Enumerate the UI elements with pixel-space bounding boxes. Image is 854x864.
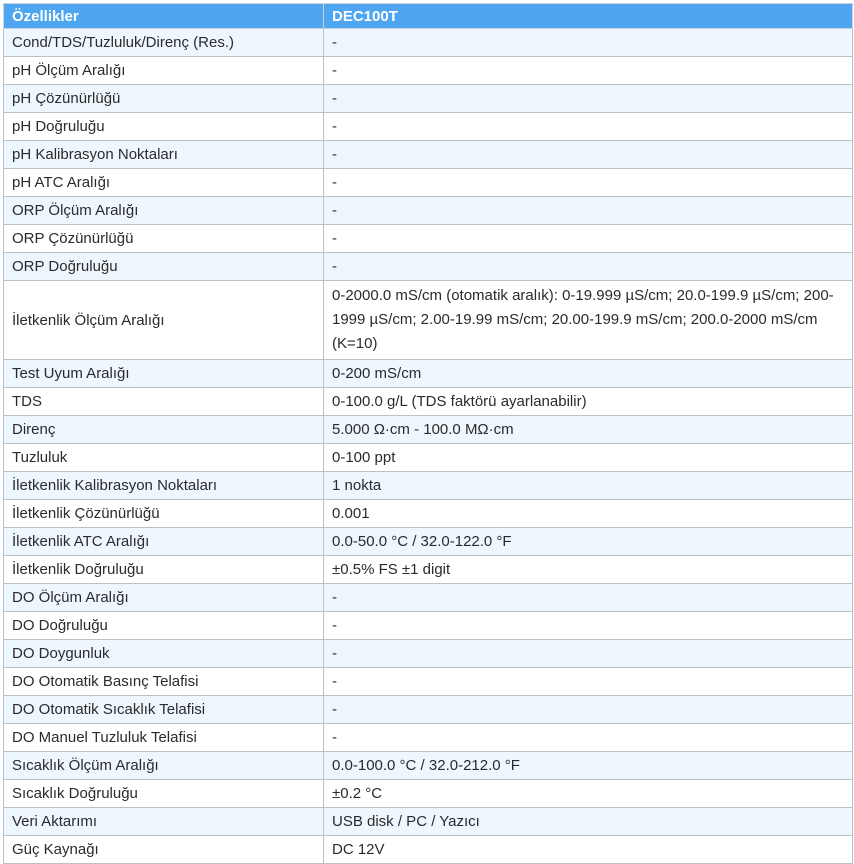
spec-value: DC 12V: [324, 836, 853, 864]
table-row: [4, 724, 853, 752]
spec-label: İletkenlik Çözünürlüğü: [4, 500, 324, 528]
spec-label: Sıcaklık Doğruluğu: [4, 780, 324, 808]
table-row: [4, 668, 853, 696]
spec-value: 0-2000.0 mS/cm (otomatik aralık): 0-19.999 µS/cm; 20.0-199.9 µS/cm; 200-1999 µS/cm; 2.00-19.99 mS/cm; 20.00-199.9 mS/cm; 200.0-2000 mS/cm (K=10): [324, 281, 853, 360]
spec-value: -: [324, 113, 853, 141]
table-row: [4, 85, 853, 113]
spec-label: DO Otomatik Sıcaklık Telafisi: [4, 696, 324, 724]
table-row: [4, 640, 853, 668]
spec-label: Test Uyum Aralığı: [4, 360, 324, 388]
table-row: [4, 197, 853, 225]
spec-label: pH ATC Aralığı: [4, 169, 324, 197]
spec-label: İletkenlik Ölçüm Aralığı: [4, 281, 324, 360]
spec-value: -: [324, 197, 853, 225]
spec-label: İletkenlik ATC Aralığı: [4, 528, 324, 556]
spec-label: Veri Aktarımı: [4, 808, 324, 836]
spec-label: pH Doğruluğu: [4, 113, 324, 141]
spec-label: ORP Ölçüm Aralığı: [4, 197, 324, 225]
header-features: Özellikler: [4, 4, 324, 29]
spec-label: DO Otomatik Basınç Telafisi: [4, 668, 324, 696]
table-row: [4, 836, 853, 864]
spec-label: Sıcaklık Ölçüm Aralığı: [4, 752, 324, 780]
spec-label: TDS: [4, 388, 324, 416]
spec-label: DO Ölçüm Aralığı: [4, 584, 324, 612]
table-row: [4, 29, 853, 57]
spec-value: -: [324, 724, 853, 752]
spec-value: -: [324, 584, 853, 612]
spec-label: DO Doygunluk: [4, 640, 324, 668]
table-row: [4, 444, 853, 472]
spec-value: 0-200 mS/cm: [324, 360, 853, 388]
spec-value: -: [324, 169, 853, 197]
table-row: [4, 360, 853, 388]
spec-value: 0.001: [324, 500, 853, 528]
table-row: [4, 141, 853, 169]
table-row: [4, 528, 853, 556]
table-row: [4, 780, 853, 808]
spec-label: İletkenlik Kalibrasyon Noktaları: [4, 472, 324, 500]
table-row: [4, 612, 853, 640]
spec-label: ORP Çözünürlüğü: [4, 225, 324, 253]
spec-label: Tuzluluk: [4, 444, 324, 472]
spec-value: -: [324, 141, 853, 169]
table-row: [4, 113, 853, 141]
table-row: [4, 584, 853, 612]
table-row: [4, 281, 853, 360]
spec-value: -: [324, 85, 853, 113]
spec-label: pH Ölçüm Aralığı: [4, 57, 324, 85]
spec-value: -: [324, 612, 853, 640]
spec-value: -: [324, 696, 853, 724]
specifications-table: [3, 3, 853, 864]
spec-value: -: [324, 668, 853, 696]
spec-value: 0.0-100.0 °C / 32.0-212.0 °F: [324, 752, 853, 780]
spec-value: 1 nokta: [324, 472, 853, 500]
spec-label: İletkenlik Doğruluğu: [4, 556, 324, 584]
spec-label: Cond/TDS/Tuzluluk/Direnç (Res.): [4, 29, 324, 57]
table-row: [4, 388, 853, 416]
spec-value: -: [324, 640, 853, 668]
table-row: [4, 808, 853, 836]
spec-value: ±0.5% FS ±1 digit: [324, 556, 853, 584]
spec-label: Güç Kaynağı: [4, 836, 324, 864]
table-row: [4, 225, 853, 253]
spec-value: -: [324, 29, 853, 57]
spec-value: -: [324, 253, 853, 281]
spec-value: 5.000 Ω·cm - 100.0 MΩ·cm: [324, 416, 853, 444]
table-row: [4, 169, 853, 197]
table-row: [4, 253, 853, 281]
spec-label: DO Manuel Tuzluluk Telafisi: [4, 724, 324, 752]
table-row: [4, 472, 853, 500]
spec-value: ±0.2 °C: [324, 780, 853, 808]
spec-label: DO Doğruluğu: [4, 612, 324, 640]
header-model: DEC100T: [324, 4, 853, 29]
table-header-row: [4, 4, 853, 29]
spec-value: -: [324, 57, 853, 85]
spec-value: 0-100 ppt: [324, 444, 853, 472]
spec-label: ORP Doğruluğu: [4, 253, 324, 281]
spec-label: Direnç: [4, 416, 324, 444]
spec-value: 0.0-50.0 °C / 32.0-122.0 °F: [324, 528, 853, 556]
spec-label: pH Çözünürlüğü: [4, 85, 324, 113]
table-body: [4, 29, 853, 864]
spec-value: -: [324, 225, 853, 253]
table-row: [4, 416, 853, 444]
table-row: [4, 57, 853, 85]
spec-label: pH Kalibrasyon Noktaları: [4, 141, 324, 169]
spec-value: 0-100.0 g/L (TDS faktörü ayarlanabilir): [324, 388, 853, 416]
spec-value: USB disk / PC / Yazıcı: [324, 808, 853, 836]
table-row: [4, 556, 853, 584]
table-row: [4, 752, 853, 780]
table-row: [4, 500, 853, 528]
table-row: [4, 696, 853, 724]
